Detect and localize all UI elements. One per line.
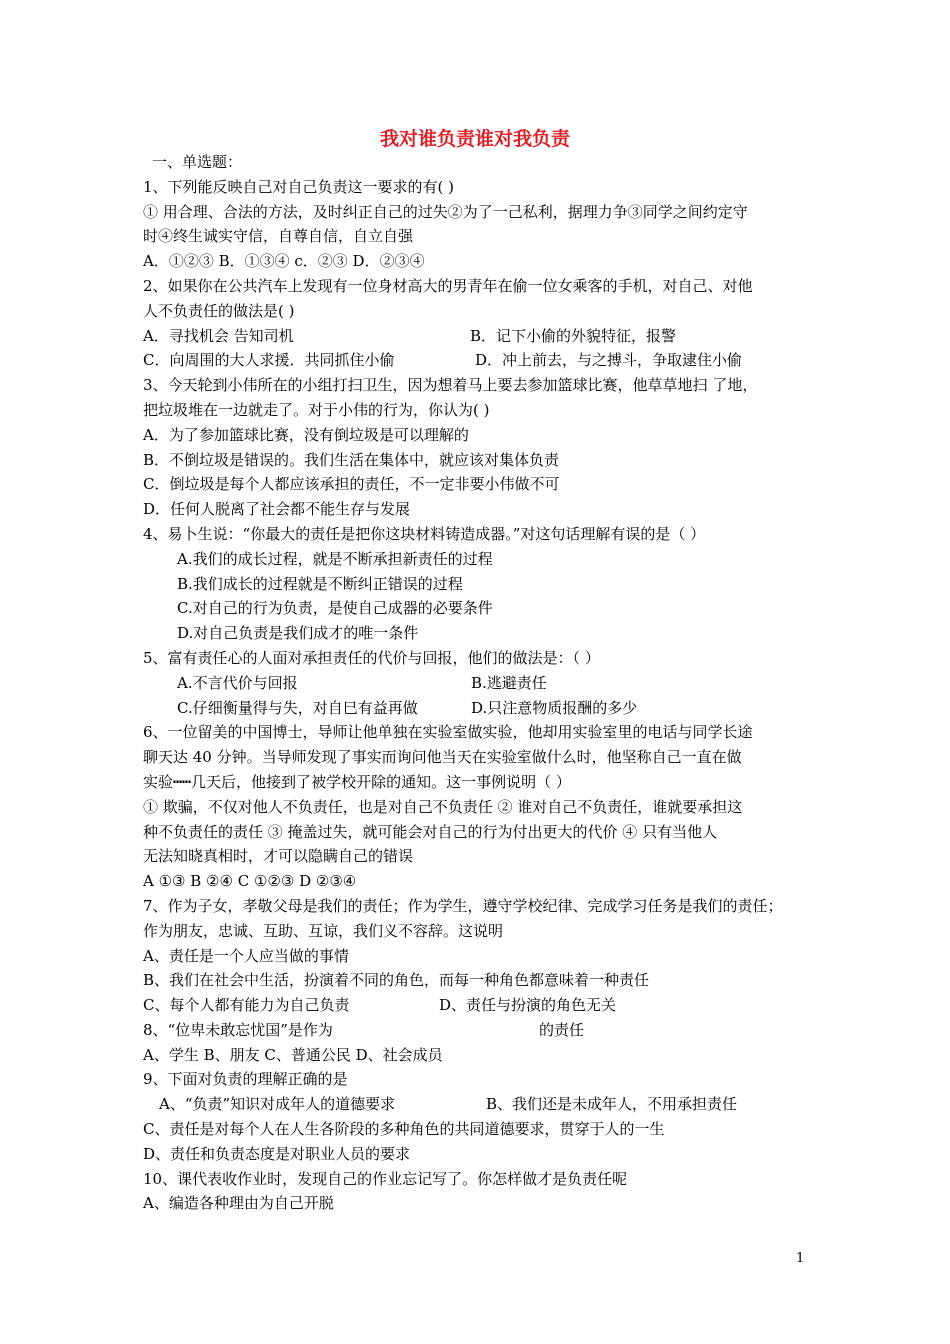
question-4: 4、易卜生说：“你最大的责任是把你这块材料铸造成器。”对这句话理解有误的是（ ） [143, 524, 706, 543]
question-6-options: A ①③ B ②④ C ①②③ D ②③④ [143, 872, 357, 891]
question-1-text: ① 用合理、合法的方法，及时纠正自己的过失②为了一己私利，据理力争③同学之间约定守 [143, 202, 748, 221]
question-10: 10、课代表收作业时，发现自己的作业忘记写了。你怎样做才是负责任呢 [143, 1169, 628, 1188]
page-number: 1 [796, 1251, 805, 1266]
question-9-option-d: D、责任和负责态度是对职业人员的要求 [143, 1144, 411, 1163]
question-5-options-ab [143, 671, 813, 696]
option-a: A、“负责”知识对成年人的道德要求 [159, 1095, 396, 1114]
question-6-statements: ① 欺骗，不仅对他人不负责任，也是对自己不负责任 ② 谁对自己不负责任，谁就要承担这 [143, 797, 743, 816]
question-1: 1、下列能反映自己对自己负责这一要求的有( ) [143, 177, 455, 196]
question-2-options-cd [143, 348, 813, 373]
question-2-options-ab [143, 324, 813, 349]
question-1-options: A．①②③ B．①③④ c．②③ D．②③④ [143, 252, 425, 271]
question-4-option-d: D.对自己负责是我们成才的唯一条件 [177, 624, 419, 643]
question-8 [143, 1018, 813, 1043]
question-list [143, 150, 813, 1216]
question-3: 3、今天轮到小伟所在的小组打扫卫生，因为想着马上要去参加篮球比赛，他草草地扫 了地， [143, 376, 758, 395]
question-6-statements: 种不负责任的责任 ③ 掩盖过失，就可能会对自己的行为付出更大的代价 ④ 只有当他人 [143, 822, 718, 841]
question-7: 7、作为子女，孝敬父母是我们的责任；作为学生，遵守学校纪律、完成学习任务是我们的责任； [143, 896, 783, 915]
option-d: D.只注意物质报酬的多少 [471, 698, 638, 717]
option-b: B.逃避责任 [471, 673, 547, 692]
question-3-text: 把垃圾堆在一边就走了。对于小伟的行为，你认为( ) [143, 400, 490, 419]
question-2: 2、如果你在公共汽车上发现有一位身材高大的男青年在偷一位女乘客的手机，对自己、对他 [143, 276, 753, 295]
question-9-options-ab [143, 1092, 813, 1117]
question-2-text: 人不负责任的做法是( ) [143, 301, 295, 320]
option-a: A.不言代价与回报 [177, 673, 298, 692]
question-4-option-a: A.我们的成长过程，就是不断承担新责任的过程 [177, 549, 493, 568]
question-5-options-cd [143, 696, 813, 721]
question-5: 5、富有责任心的人面对承担责任的代价与回报，他们的做法是：（ ） [143, 648, 600, 667]
question-3-option-b: B．不倒垃圾是错误的。我们生活在集体中，就应该对集体负责 [143, 450, 560, 469]
question-3-option-a: A．为了参加篮球比赛，没有倒垃圾是可以理解的 [143, 425, 469, 444]
question-8-stem: 8、“位卑未敢忘忧国”是作为 [143, 1020, 333, 1039]
question-8-options: A、学生 B、朋友 C、普通公民 D、社会成员 [143, 1045, 443, 1064]
question-4-option-c: C.对自己的行为负责，是使自己成器的必要条件 [177, 599, 493, 618]
question-6-text: 实验┅┅几天后，他接到了被学校开除的通知。这一事例说明（ ） [143, 772, 571, 791]
option-b: B．记下小偷的外貌特征，报警 [470, 326, 677, 345]
question-6: 6、一位留美的中国博士，导师让他单独在实验室做实验，他却用实验室里的电话与同学长途 [143, 723, 753, 742]
option-c: C、每个人都有能力为自己负责 [143, 996, 350, 1015]
question-7-text: 作为朋友，忠诚、互助、互谅，我们义不容辞。这说明 [143, 921, 504, 940]
option-d: D、责任与扮演的角色无关 [439, 996, 617, 1015]
section-heading: 一、单选题： [152, 153, 243, 171]
question-3-option-c: C．倒垃圾是每个人都应该承担的责任，不一定非要小伟做不可 [143, 475, 560, 494]
question-6-statements: 无法知晓真相时，才可以隐瞒自己的错误 [143, 847, 414, 866]
question-7-option-b: B、我们在社会中生活，扮演着不同的角色，而每一种角色都意味着一种责任 [143, 971, 650, 990]
option-d: D．冲上前去，与之搏斗，争取逮住小偷 [475, 351, 743, 370]
question-4-option-b: B.我们成长的过程就是不断纠正错误的过程 [177, 574, 463, 593]
question-3-option-d: D．任何人脱离了社会都不能生存与发展 [143, 500, 411, 519]
question-6-text: 聊天达 40 分钟。当导师发现了事实而询问他当天在实验室做什么时，他坚称自己一直在做 [143, 748, 742, 767]
question-1-text: 时④终生诚实守信，自尊自信，自立自强 [143, 227, 414, 246]
question-8-blank-suffix: 的责任 [539, 1020, 585, 1039]
question-9: 9、下面对负责的理解正确的是 [143, 1070, 348, 1089]
option-c: C.仔细衡量得与失，对自巳有益再做 [177, 698, 418, 717]
document-title: 我对谁负责谁对我负责 [379, 128, 570, 150]
question-7-option-a: A、责任是一个人应当做的事情 [143, 946, 349, 965]
option-a: A．寻找机会 告知司机 [143, 326, 294, 345]
question-9-option-c: C、责任是对每个人在人生各阶段的多种角色的共同道德要求，贯穿于人的一生 [143, 1120, 665, 1139]
question-7-options-cd [143, 993, 813, 1018]
question-10-option-a: A、编造各种理由为自己开脱 [143, 1194, 334, 1213]
option-c: C．向周围的大人求援．共同抓住小偷 [143, 351, 395, 370]
option-b: B、我们还是未成年人，不用承担责任 [486, 1095, 738, 1114]
